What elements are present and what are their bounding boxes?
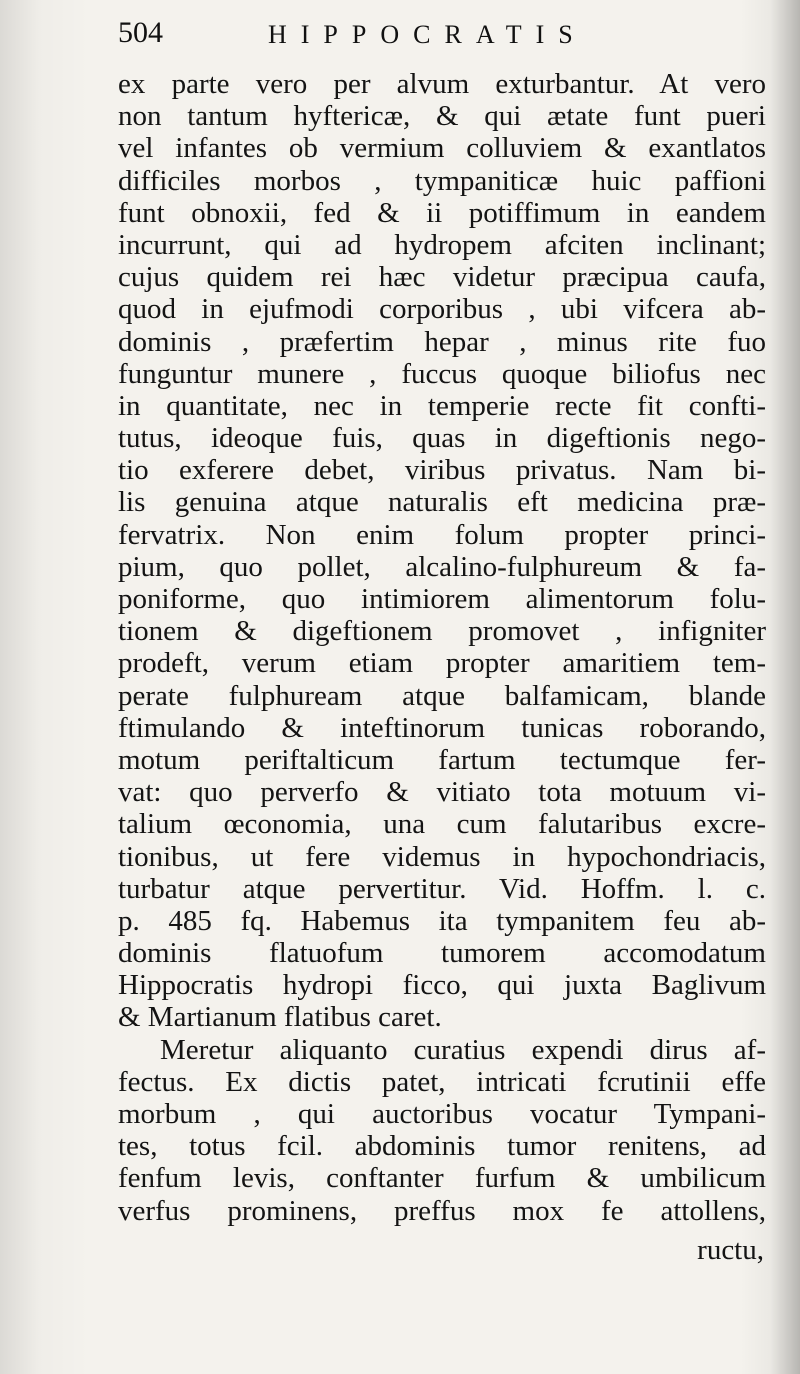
- text-line: tionibus, ut fere videmus in hypochondriacis,: [118, 840, 766, 873]
- text-line: tio exferere debet, viribus privatus. Nam bi-: [118, 454, 766, 487]
- text-line: tutus, ideoque fuis, quas in digeftionis nego-: [118, 422, 766, 455]
- text-line: talium œconomia, una cum falutaribus excre-: [118, 808, 766, 841]
- text-line: tionem & digeftionem promovet , infigniter: [118, 615, 766, 648]
- text-line: p. 485 fq. Habemus ita tympanitem feu ab-: [118, 904, 766, 937]
- page-header: [118, 12, 678, 52]
- page-number: 504: [118, 16, 163, 49]
- text-line: motum periftalticum fartum tectumque fer-: [118, 743, 766, 776]
- text-line: fectus. Ex dictis patet, intricati fcrutinii effe: [118, 1065, 766, 1098]
- text-line: vel infantes ob vermium colluviem & exantlatos: [118, 132, 766, 165]
- text-line: poniforme, quo intimiorem alimentorum folu-: [118, 583, 766, 615]
- text-line: turbatur atque pervertitur. Vid. Hoffm. l. c.: [118, 872, 766, 905]
- text-line: morbum , qui auctoribus vocatur Tympani-: [118, 1098, 766, 1130]
- text-line: difficiles morbos , tympaniticæ huic paffioni: [118, 164, 766, 197]
- text-line: incurrunt, qui ad hydropem afciten inclinant;: [118, 228, 766, 261]
- text-line: & Martianum flatibus caret.: [118, 1001, 442, 1034]
- text-line: vat: quo perverfo & vitiato tota motuum vi-: [118, 776, 766, 809]
- text-line: cujus quidem rei hæc videtur præcipua caufa,: [118, 261, 766, 294]
- body-text: [118, 68, 766, 1227]
- running-head: HIPPOCRATIS: [268, 20, 587, 49]
- text-line: perate fulphuream atque balfamicam, blande: [118, 679, 766, 712]
- text-line: fervatrix. Non enim folum propter princi-: [118, 518, 766, 551]
- text-line: lis genuina atque naturalis eft medicina præ-: [118, 486, 766, 519]
- text-line: fenfum levis, conftanter furfum & umbilicum: [118, 1162, 766, 1195]
- text-line: in quantitate, nec in temperie recte fit confti-: [118, 389, 766, 422]
- text-line: quod in ejufmodi corporibus , ubi vifcera ab-: [118, 293, 766, 326]
- text-line: tes, totus fcil. abdominis tumor renitens, ad: [118, 1130, 766, 1163]
- text-line: funt obnoxii, fed & ii potiffimum in eandem: [118, 196, 766, 229]
- text-line: dominis , præfertim hepar , minus rite fuo: [118, 325, 766, 358]
- text-line: dominis flatuofum tumorem accomodatum: [118, 937, 766, 970]
- text-line: verfus prominens, preffus mox fe attollens,: [118, 1194, 766, 1227]
- text-line: non tantum hyftericæ, & qui ætate funt pueri: [118, 100, 766, 133]
- text-line: pium, quo pollet, alcalino-fulphureum & fa-: [118, 550, 766, 583]
- text-line: Hippocratis hydropi ficco, qui juxta Baglivum: [118, 969, 766, 1002]
- paragraph-1: [118, 68, 766, 1034]
- text-line: prodeft, verum etiam propter amaritiem tem-: [118, 647, 766, 680]
- text-line: funguntur munere , fuccus quoque biliofus nec: [118, 357, 766, 390]
- paragraph-2: [118, 1034, 766, 1227]
- text-line: ex parte vero per alvum exturbantur. At vero: [118, 68, 766, 100]
- text-line: Meretur aliquanto curatius expendi dirus af-: [160, 1033, 766, 1066]
- catchword: ructu,: [697, 1234, 764, 1266]
- text-line: ftimulando & inteftinorum tunicas roborando,: [118, 711, 766, 744]
